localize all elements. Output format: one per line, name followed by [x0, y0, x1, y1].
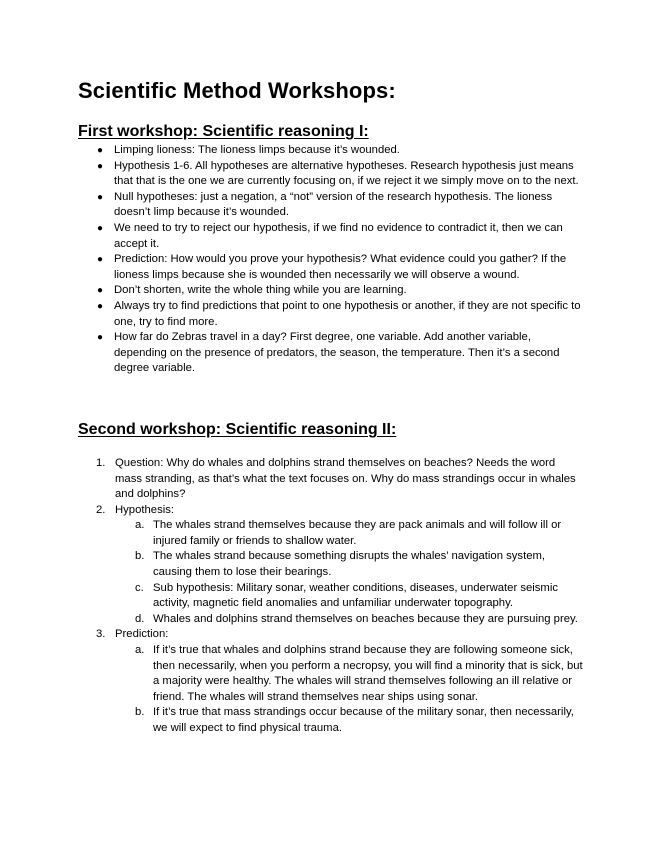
list-letter: b. — [135, 550, 145, 563]
list-item: ● We need to try to reject our hypothesis, if we find no evidence to contradict it, then we can accept it. — [97, 221, 563, 250]
prediction-sublist — [115, 643, 585, 737]
bullet-icon: ● — [97, 332, 104, 344]
bullet-icon: ● — [97, 191, 104, 203]
list-item: 1. Question: Why do whales and dolphins strand themselves on beaches? Needs the word mass stranding, as that’s what the text focuses on. Why do mass strandings occur in whales and dolphins? — [96, 456, 576, 501]
list-number: 3. — [96, 628, 106, 641]
sub-list-item: a. The whales strand themselves because they are pack animals and will follow ill or injured family or friends to shallow water. — [135, 519, 562, 547]
list-letter: b. — [135, 706, 145, 719]
hypothesis-sublist — [115, 518, 585, 627]
sub-list-item: b. If it’s true that mass strandings occur because of the military sonar, then necessarily, we will expect to find physical trauma. — [135, 706, 574, 734]
bullet-icon: ● — [97, 160, 104, 172]
list-item: ● Limping lioness: The lioness limps because it’s wounded. — [78, 143, 585, 159]
list-item: ● Don’t shorten, write the whole thing while you are learning. — [78, 283, 585, 299]
first-workshop-list — [78, 143, 585, 377]
bullet-icon: ● — [97, 285, 104, 297]
bullet-icon: ● — [97, 145, 104, 156]
bullet-icon: ● — [97, 300, 104, 312]
list-item: ● Null hypotheses: just a negation, a “not” version of the research hypothesis. The lioness doesn’t limp because it’s wounded. — [97, 190, 553, 219]
sub-list-item: d. Whales and dolphins strand themselves on beaches because they are pursuing prey. — [115, 612, 585, 628]
list-item: ● Always try to find predictions that point to one hypothesis or another, if they are not specific to one, try to find more. — [97, 299, 581, 328]
list-item: 3. Prediction: a. If it’s true that whales and dolphins strand because they are following someone sick, then necessarily, when you perform a necropsy, you will find a minority that is sick, but a majority were healthy. The whales will strand themselves following an ill relative or friend. The whales will strand themselves near ships using sonar. b. If it’s true that mass strandings occur because of the military sonar, then necessarily, we will expect to find physical trauma. — [78, 627, 585, 736]
sub-list-item: a. If it’s true that whales and dolphins strand because they are following someone sick, then necessarily, when you perform a necropsy, you will find a minority that is sick, but a majority were healthy. The whales will strand themselves following an ill relative or friend. The whales will strand themselves near ships using sonar. — [135, 644, 583, 703]
list-number: 2. — [96, 503, 106, 516]
list-letter: a. — [135, 644, 145, 657]
list-item: 2. Hypothesis: a. The whales strand themselves because they are pack animals and will follow ill or injured family or friends to shallow water. b. The whales strand because something disrupts the whales’ navigation system, causing them to lose their bearings. c. Sub hypothesis: Military sonar, weather conditions, diseases, underwater seismic activity, magnetic field anomalies and unfamiliar underwater topography. d. Whales and dolphins strand themselves on beaches because they are pursuing prey. — [78, 503, 585, 628]
list-letter: c. — [135, 581, 144, 594]
sub-list-item: b. The whales strand because something disrupts the whales’ navigation system, causing them to lose their bearings. — [135, 550, 546, 579]
page-title: Scientific Method Workshops: — [78, 78, 396, 103]
list-item: ● How far do Zebras travel in a day? First degree, one variable. Add another variable, depending on the presence of predators, the season, the temperature. Then it’s a second degree variable. — [97, 331, 560, 375]
second-workshop-heading: Second workshop: Scientific reasoning II: — [78, 420, 397, 438]
list-letter: d. — [135, 612, 145, 625]
list-letter: a. — [135, 519, 145, 532]
list-item: ● Prediction: How would you prove your hypothesis? What evidence could you gather? If the lioness limps because she is wounded then necessarily we will observe a wound. — [97, 253, 567, 281]
second-workshop-list — [78, 456, 585, 737]
bullet-icon: ● — [97, 222, 104, 234]
list-number: 1. — [96, 456, 106, 469]
bullet-icon: ● — [97, 254, 104, 266]
list-item: ● Hypothesis 1-6. All hypotheses are alternative hypotheses. Research hypothesis just means that that is the one we are currently focusing on, if we reject it we simply move on to the next. — [97, 159, 579, 188]
sub-list-item: c. Sub hypothesis: Military sonar, weather conditions, diseases, underwater seismic activity, magnetic field anomalies and unfamiliar underwater topography. — [135, 581, 558, 610]
first-workshop-heading: First workshop: Scientific reasoning I: — [78, 123, 369, 140]
